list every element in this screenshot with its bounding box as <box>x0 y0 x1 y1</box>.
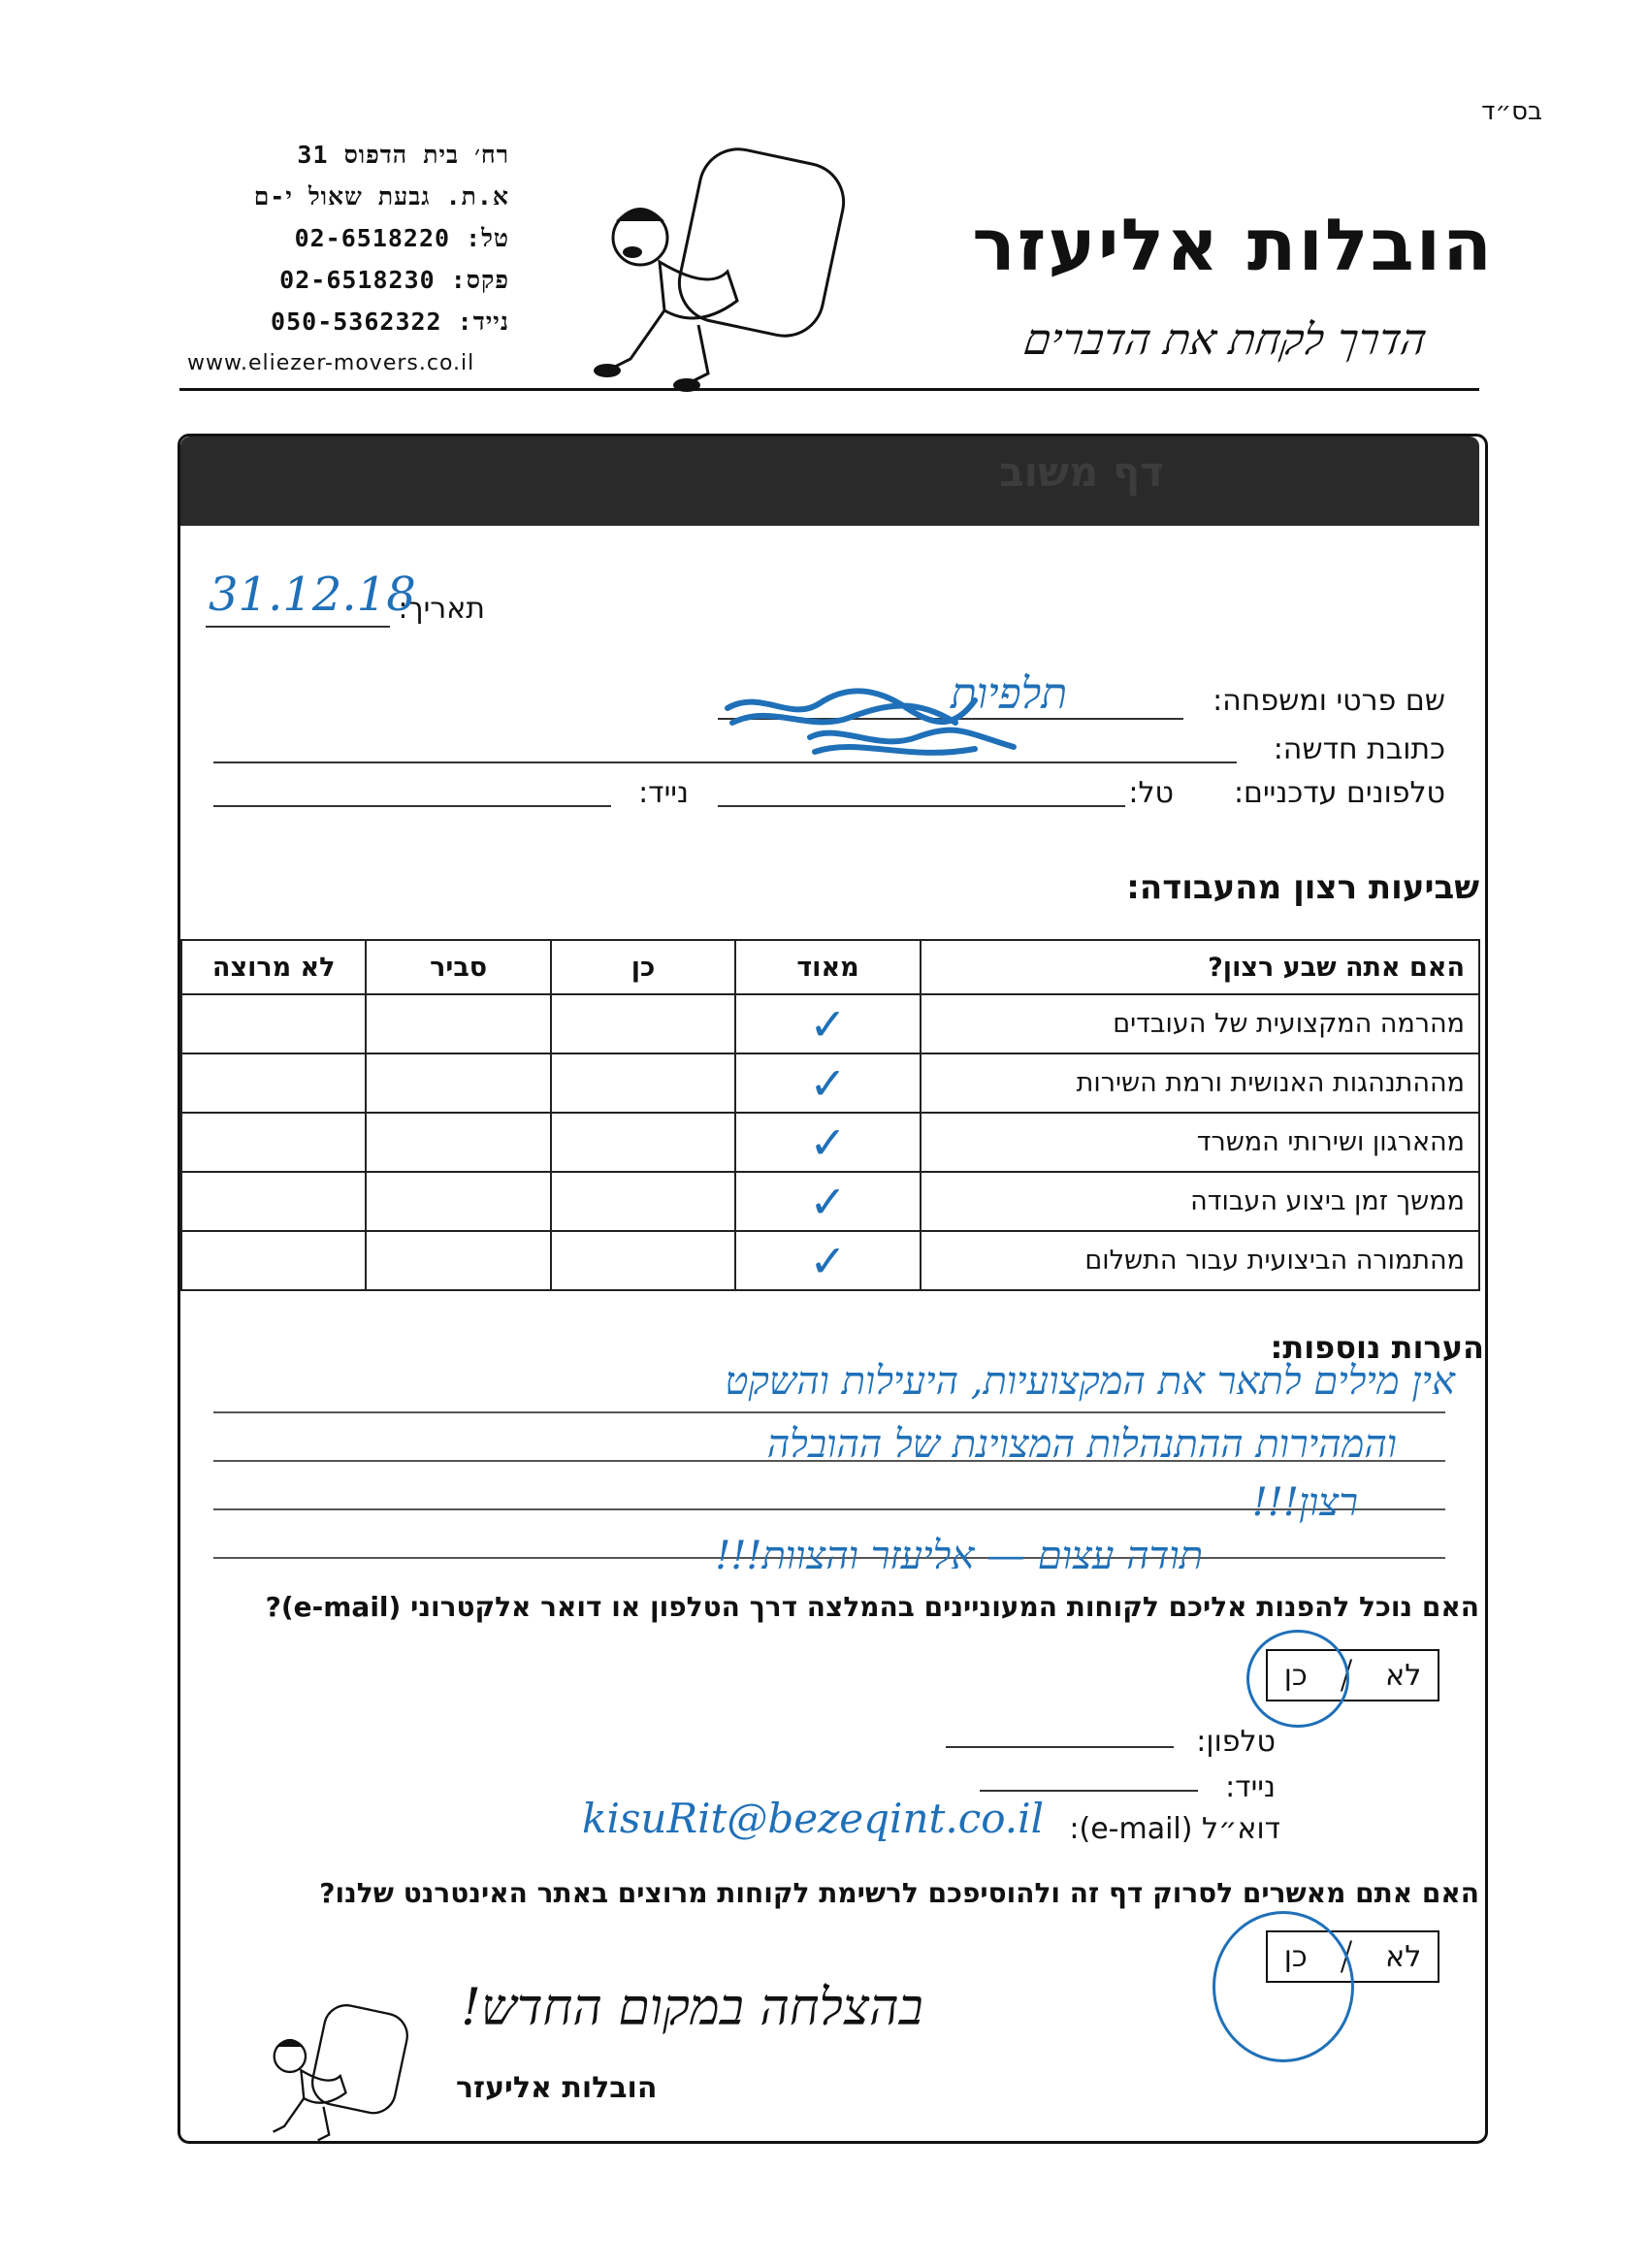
row-label: מהארגון ושירותי המשרד <box>921 1113 1479 1172</box>
cell-unsatisfied[interactable] <box>181 1172 366 1231</box>
option-no[interactable]: לא <box>1385 1939 1422 1974</box>
option-no[interactable]: לא <box>1385 1658 1422 1693</box>
contact-street: רח׳ בית הדפוס 31 <box>297 141 509 169</box>
contact-block <box>179 134 509 384</box>
contact-email-label: דוא״ל (e-mail): <box>1069 1812 1280 1846</box>
contact-email-value[interactable]: kisuRit@bezeqint.co.il <box>582 1795 1045 1842</box>
satisfaction-title: שביעות רצון מהעבודה: <box>1126 868 1479 907</box>
option-divider: / <box>1340 1934 1353 1979</box>
bsd-mark: בס״ד <box>1481 97 1542 126</box>
notes-title: הערות נוספות: <box>1270 1329 1484 1366</box>
contact-website: www.eliezer-movers.co.il <box>187 351 475 375</box>
publish-question: האם אתם מאשרים לסרוק דף זה ולהוסיפכם לרשימת לקוחות מרוצים באתר האינטרנט שלנו? <box>319 1877 1479 1909</box>
cell-yes[interactable] <box>551 1172 735 1231</box>
mover-mascot-logo-small <box>247 2003 422 2149</box>
form-header-text: דף משוב <box>999 448 1164 496</box>
col-very: מאוד <box>735 940 920 994</box>
note-handwriting[interactable]: והמהירות ההתנהלות המצוינת של ההובלה <box>766 1422 1397 1467</box>
row-label: מהתמורה הביצועית עבור התשלום <box>921 1231 1479 1290</box>
contact-mobile-line <box>980 1790 1198 1792</box>
mobile-label: נייד: <box>638 776 689 810</box>
contact-phone-line <box>946 1746 1174 1748</box>
contact-phone: טל: 02-6518220 <box>294 224 509 252</box>
check-mark[interactable]: ✓ <box>735 1172 920 1231</box>
cell-fair[interactable] <box>366 1172 550 1231</box>
cell-yes[interactable] <box>551 1231 735 1290</box>
satisfaction-header-row <box>181 940 1479 994</box>
table-row <box>181 1113 1479 1172</box>
cell-yes[interactable] <box>551 994 735 1053</box>
date-line <box>206 626 390 628</box>
table-row <box>181 1231 1479 1290</box>
mobile-line <box>213 805 611 807</box>
tel-label: טל: <box>1128 776 1174 810</box>
col-yes: כן <box>551 940 735 994</box>
table-row <box>181 994 1479 1053</box>
note-handwriting[interactable]: אין מילים לתאר את המקצועיות, היעילות והשקט <box>725 1359 1455 1404</box>
selected-circle <box>1246 1630 1349 1728</box>
date-label: תאריך: <box>398 592 485 626</box>
closing-signature: הובלות אליעזר <box>456 2071 658 2105</box>
cell-fair[interactable] <box>366 1053 550 1113</box>
closing-wish: בהצלחה במקום החדש! <box>461 1979 923 2037</box>
option-yes[interactable]: כן <box>1283 1939 1308 1974</box>
form-header-bar <box>180 437 1479 526</box>
name-value[interactable]: תלפיות <box>951 669 1068 719</box>
check-mark[interactable]: ✓ <box>735 994 920 1053</box>
check-mark[interactable]: ✓ <box>735 1113 920 1172</box>
company-slogan: הדרך לקחת את הדברים <box>1020 315 1430 365</box>
col-fair: סביר <box>366 940 550 994</box>
mover-mascot-logo <box>572 146 863 398</box>
check-mark[interactable]: ✓ <box>735 1231 920 1290</box>
contact-mobile: נייד: 050-5362322 <box>271 308 509 336</box>
note-line <box>213 1411 1445 1413</box>
note-handwriting[interactable]: רצון!!! <box>1251 1480 1358 1525</box>
option-yes[interactable]: כן <box>1283 1658 1308 1693</box>
contact-area: א.ת. גבעת שאול י-ם <box>253 182 509 211</box>
cell-unsatisfied[interactable] <box>181 994 366 1053</box>
contact-phone-label: טלפון: <box>1196 1725 1276 1759</box>
address-label: כתובת חדשה: <box>1273 732 1445 766</box>
address-line <box>213 761 1237 763</box>
option-divider: / <box>1340 1653 1353 1698</box>
cell-unsatisfied[interactable] <box>181 1231 366 1290</box>
name-label: שם פרטי ומשפחה: <box>1212 684 1445 718</box>
cell-fair[interactable] <box>366 1231 550 1290</box>
contact-question: האם נוכל להפנות אליכם לקוחות המעוניינים בהמלצה דרך הטלפון או דואר אלקטרוני (e-mail)? <box>265 1591 1479 1623</box>
row-label: מההתנהגות האנושית ורמת השירות <box>921 1053 1479 1113</box>
date-value[interactable]: 31.12.18 <box>209 567 416 622</box>
col-question: האם אתה שבע רצון? <box>921 940 1479 994</box>
col-unsatisfied: לא מרוצה <box>181 940 366 994</box>
selected-circle <box>1212 1911 1354 2062</box>
row-label: ממשך זמן ביצוע העבודה <box>921 1172 1479 1231</box>
tel-line <box>718 805 1125 807</box>
contact-fax: פקס: 02-6518230 <box>279 266 509 294</box>
satisfaction-table <box>180 939 1480 1291</box>
cell-unsatisfied[interactable] <box>181 1113 366 1172</box>
phones-label: טלפונים עדכניים: <box>1233 776 1445 810</box>
company-name: הובלות אליעזר <box>972 204 1494 287</box>
table-row <box>181 1053 1479 1113</box>
table-row <box>181 1172 1479 1231</box>
cell-yes[interactable] <box>551 1053 735 1113</box>
row-label: מהרמה המקצועית של העובדים <box>921 994 1479 1053</box>
check-mark[interactable]: ✓ <box>735 1053 920 1113</box>
note-handwriting[interactable]: תודה עצום — אליעזר והצוות!!! <box>715 1534 1203 1578</box>
cell-fair[interactable] <box>366 994 550 1053</box>
contact-mobile-label: נייד: <box>1225 1770 1276 1804</box>
header-divider <box>179 388 1479 391</box>
scribble-redaction <box>723 679 1033 766</box>
cell-fair[interactable] <box>366 1113 550 1172</box>
cell-unsatisfied[interactable] <box>181 1053 366 1113</box>
cell-yes[interactable] <box>551 1113 735 1172</box>
